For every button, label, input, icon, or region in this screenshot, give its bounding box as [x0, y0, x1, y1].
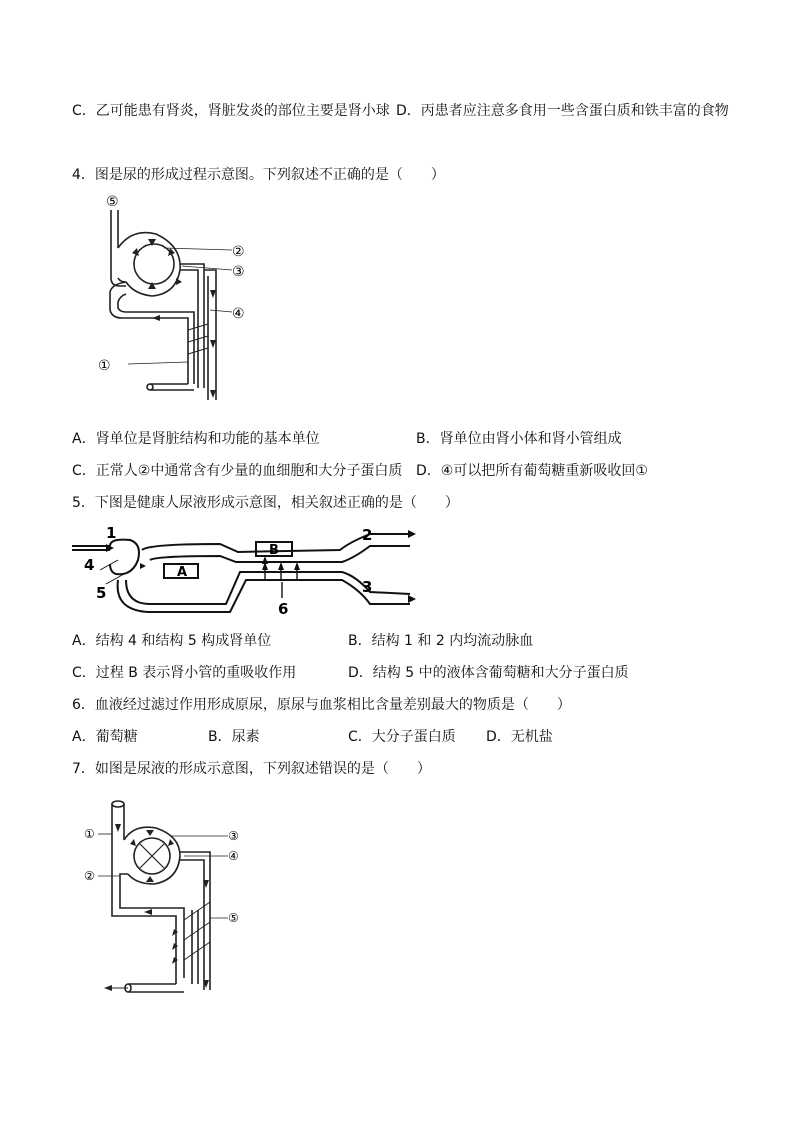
q5-label-6: 6	[278, 600, 289, 618]
q5-label-B: B	[269, 543, 279, 558]
q6-option-a: A．葡萄糖	[72, 729, 138, 745]
q4-option-c: C．正常人②中通常含有少量的血细胞和大分子蛋白质	[72, 463, 403, 479]
q4-label-4: ④	[232, 306, 245, 322]
q5-label-5: 5	[96, 584, 107, 602]
q4-option-a: A．肾单位是肾脏结构和功能的基本单位	[72, 431, 320, 447]
q7-label-5: ⑤	[228, 911, 239, 925]
q7-label-4: ④	[228, 849, 239, 863]
q5-label-A: A	[177, 565, 188, 580]
q7-nephron-diagram	[84, 790, 254, 1005]
q5-option-a: A．结构 4 和结构 5 构成肾单位	[72, 633, 272, 649]
q7-label-3: ③	[228, 829, 239, 843]
q5-label-1: 1	[106, 524, 117, 542]
q3-option-c: C．乙可能患有肾炎，肾脏发炎的部位主要是肾小球	[72, 103, 390, 119]
q5-label-3: 3	[362, 578, 373, 596]
q5-stem: 5．下图是健康人尿液形成示意图，相关叙述正确的是（ ）	[72, 495, 459, 511]
q4-label-2: ②	[232, 244, 245, 260]
q4-label-3: ③	[232, 264, 245, 280]
q4-label-1: ①	[98, 358, 111, 374]
q5-label-2: 2	[362, 526, 373, 544]
q3-option-d: D．丙患者应注意多食用一些含蛋白质和铁丰富的食物	[396, 103, 729, 119]
q6-stem: 6．血液经过滤过作用形成原尿，原尿与血浆相比含量差别最大的物质是（ ）	[72, 697, 571, 713]
q7-label-2: ②	[84, 869, 95, 883]
q4-option-b: B．肾单位由肾小体和肾小管组成	[416, 431, 622, 447]
q6-option-c: C．大分子蛋白质	[348, 729, 456, 745]
q7-stem: 7．如图是尿液的形成示意图，下列叙述错误的是（ ）	[72, 761, 431, 777]
q4-nephron-diagram	[92, 190, 282, 410]
q5-label-4: 4	[84, 556, 95, 574]
q5-option-b: B．结构 1 和 2 内均流动脉血	[348, 633, 534, 649]
q6-option-d: D．无机盐	[486, 729, 553, 745]
q4-stem: 4．图是尿的形成过程示意图。下列叙述不正确的是（ ）	[72, 167, 445, 183]
q4-option-d: D．④可以把所有葡萄糖重新吸收回①	[416, 463, 648, 479]
q7-label-1: ①	[84, 827, 95, 841]
q6-option-b: B．尿素	[208, 729, 260, 745]
q5-option-c: C．过程 B 表示肾小管的重吸收作用	[72, 665, 297, 681]
q5-option-d: D．结构 5 中的液体含葡萄糖和大分子蛋白质	[348, 665, 629, 681]
q5-urine-formation-diagram	[70, 520, 420, 620]
q4-label-5: ⑤	[106, 194, 119, 210]
